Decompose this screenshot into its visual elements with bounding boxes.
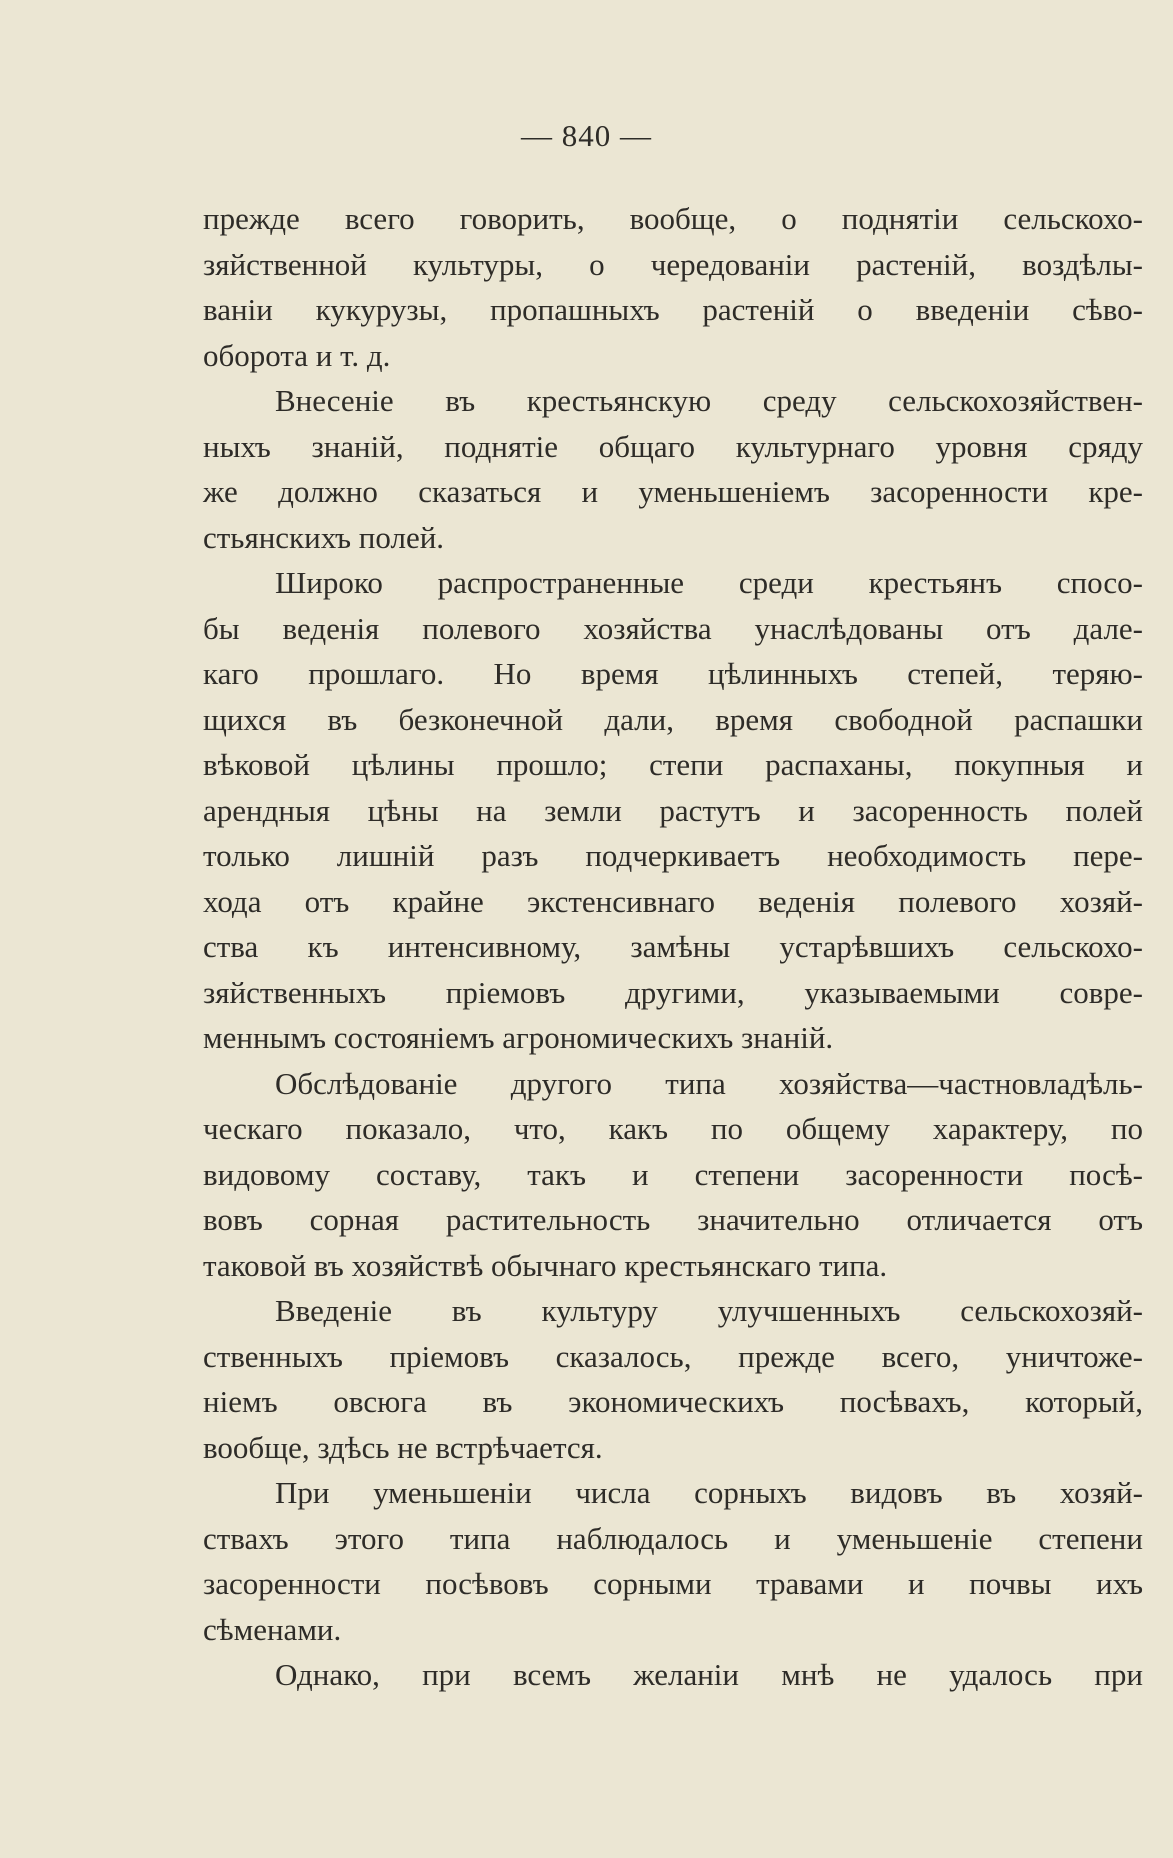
text-line: каго прошлаго. Но время цѣлинныхъ степей, теряю- (203, 656, 1143, 691)
text-line: видовому составу, такъ и степени засоренности посѣ- (203, 1156, 1143, 1192)
text-line: При уменьшеніи числа сорныхъ видовъ въ хозяй- (275, 1475, 1143, 1510)
paragraph (203, 196, 1143, 378)
text-line: вѣковой цѣлины прошло; степи распаханы, покупныя и (203, 747, 1143, 782)
text-line: меннымъ состояніемъ агрономическихъ знаній. (203, 1020, 834, 1055)
text-line: ства къ интенсивному, замѣны устарѣвшихъ сельскохо- (203, 929, 1143, 964)
text-line: зяйственной культуры, о чередованіи растеній, воздѣлы- (203, 246, 1143, 282)
text-line: только лишній разъ подчеркиваетъ необходимость пере- (203, 838, 1143, 873)
text-line: вовъ сорная растительность значительно отличается отъ (203, 1202, 1143, 1237)
paragraph (203, 1652, 1143, 1698)
text-line: прежде всего говорить, вообще, о поднятіи сельскохо- (203, 201, 1143, 236)
text-line: ніемъ овсюга въ экономическихъ посѣвахъ, который, (203, 1384, 1143, 1419)
text-line: Однако, при всемъ желаніи мнѣ не удалось при (275, 1657, 1143, 1692)
text-line: бы веденія полевого хозяйства унаслѣдованы отъ дале- (203, 610, 1143, 646)
text-line: таковой въ хозяйствѣ обычнаго крестьянскаго типа. (203, 1247, 888, 1283)
text-line: ческаго показало, что, какъ по общему характеру, по (203, 1111, 1143, 1146)
text-line: сѣменами. (203, 1611, 342, 1647)
paragraph (203, 1470, 1143, 1652)
paragraph (203, 378, 1143, 560)
text-line: же должно сказаться и уменьшеніемъ засоренности кре- (203, 474, 1143, 509)
page-number: — 840 — (521, 118, 652, 153)
body-text (203, 196, 1143, 1698)
text-line: ныхъ знаній, поднятіе общаго культурнаго уровня сряду (203, 428, 1143, 464)
text-line: хода отъ крайне экстенсивнаго веденія полевого хозяй- (203, 883, 1143, 919)
text-line: арендныя цѣны на земли растутъ и засоренность полей (203, 792, 1143, 828)
text-line: оборота и т. д. (203, 337, 391, 373)
paragraph (203, 560, 1143, 1061)
paragraph (203, 1061, 1143, 1289)
paragraph (203, 1288, 1143, 1470)
text-line: щихся въ безконечной дали, время свободной распашки (203, 701, 1143, 737)
text-line: ствахъ этого типа наблюдалось и уменьшеніе степени (203, 1520, 1143, 1556)
text-line: Широко распространенные среди крестьянъ спосо- (275, 565, 1143, 600)
text-line: ваніи кукурузы, пропашныхъ растеній о введеніи сѣво- (203, 292, 1143, 327)
text-line: зяйственныхъ пріемовъ другими, указываемыми совре- (203, 974, 1143, 1010)
text-line: засоренности посѣвовъ сорными травами и почвы ихъ (203, 1566, 1143, 1601)
text-line: стьянскихъ полей. (203, 519, 445, 555)
text-line: Внесеніе въ крестьянскую среду сельскохозяйствен- (275, 383, 1143, 418)
text-line: вообще, здѣсь не встрѣчается. (203, 1429, 603, 1465)
text-line: Обслѣдованіе другого типа хозяйства—частновладѣль- (275, 1065, 1143, 1101)
text-line: ственныхъ пріемовъ сказалось, прежде всего, уничтоже- (203, 1338, 1143, 1374)
text-line: Введеніе въ культуру улучшенныхъ сельскохозяй- (275, 1293, 1143, 1328)
